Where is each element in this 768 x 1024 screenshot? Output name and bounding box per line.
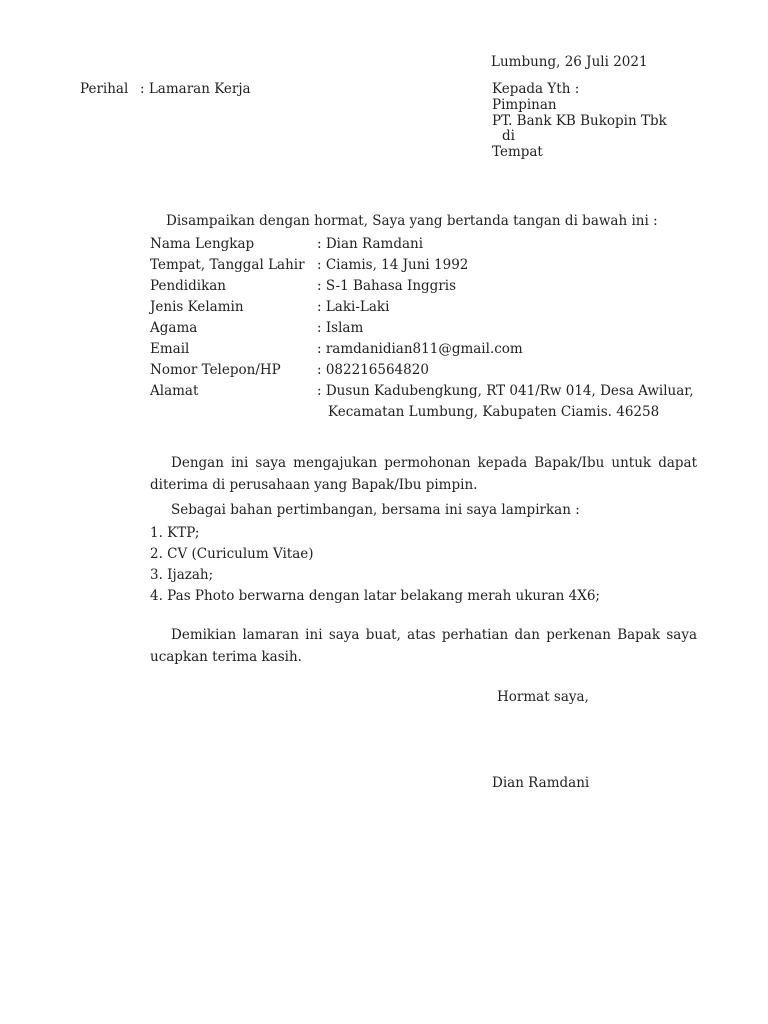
place-date: Lumbung, 26 Juli 2021 bbox=[491, 54, 648, 70]
recipient-di: di bbox=[502, 128, 515, 144]
recipient-place: Tempat bbox=[492, 144, 543, 160]
field-value-education: : S-1 Bahasa Inggris bbox=[317, 278, 457, 294]
recipient-company: PT. Bank KB Bukopin Tbk bbox=[492, 113, 667, 129]
field-label-gender: Jenis Kelamin bbox=[150, 299, 244, 315]
field-value-birth: : Ciamis, 14 Juni 1992 bbox=[317, 257, 469, 273]
field-label-email: Email bbox=[150, 341, 190, 357]
field-label-birth: Tempat, Tanggal Lahir bbox=[150, 257, 305, 273]
closing-paragraph: Demikian lamaran ini saya buat, atas perhatian dan perkenan Bapak saya ucapkan terima kasih. bbox=[150, 627, 697, 665]
attachment-item: 2. CV (Curiculum Vitae) bbox=[150, 546, 314, 562]
opening-line: Disampaikan dengan hormat, Saya yang bertanda tangan di bawah ini : bbox=[166, 213, 658, 229]
attachment-item: 4. Pas Photo berwarna dengan latar belakang merah ukuran 4X6; bbox=[150, 588, 600, 604]
recipient-salutation: Kepada Yth : bbox=[492, 81, 580, 97]
field-value-email: : ramdanidian811@gmail.com bbox=[317, 341, 523, 357]
recipient-title: Pimpinan bbox=[492, 97, 557, 113]
field-value-address-continued: Kecamatan Lumbung, Kabupaten Ciamis. 46258 bbox=[328, 404, 660, 420]
field-value-address: : Dusun Kadubengkung, RT 041/Rw 014, Desa Awiluar, bbox=[317, 383, 694, 399]
attachment-item: 1. KTP; bbox=[150, 525, 200, 541]
field-label-phone: Nomor Telepon/HP bbox=[150, 362, 281, 378]
field-value-name: : Dian Ramdani bbox=[317, 236, 424, 252]
field-value-religion: : Islam bbox=[317, 320, 364, 336]
field-value-gender: : Laki-Laki bbox=[317, 299, 390, 315]
subject-value: : Lamaran Kerja bbox=[140, 81, 251, 97]
attachments-intro: Sebagai bahan pertimbangan, bersama ini saya lampirkan : bbox=[171, 502, 580, 518]
attachment-item: 3. Ijazah; bbox=[150, 567, 214, 583]
closing-salutation: Hormat saya, bbox=[497, 689, 589, 705]
field-value-phone: : 082216564820 bbox=[317, 362, 429, 378]
signer-name: Dian Ramdani bbox=[492, 775, 590, 791]
field-label-education: Pendidikan bbox=[150, 278, 227, 294]
field-label-religion: Agama bbox=[150, 320, 198, 336]
request-paragraph: Dengan ini saya mengajukan permohonan kepada Bapak/Ibu untuk dapat diterima di perusahaan yang Bapak/Ibu pimpin. bbox=[150, 455, 697, 493]
field-label-name: Nama Lengkap bbox=[150, 236, 255, 252]
subject-label: Perihal bbox=[80, 81, 129, 97]
field-label-address: Alamat bbox=[150, 383, 199, 399]
